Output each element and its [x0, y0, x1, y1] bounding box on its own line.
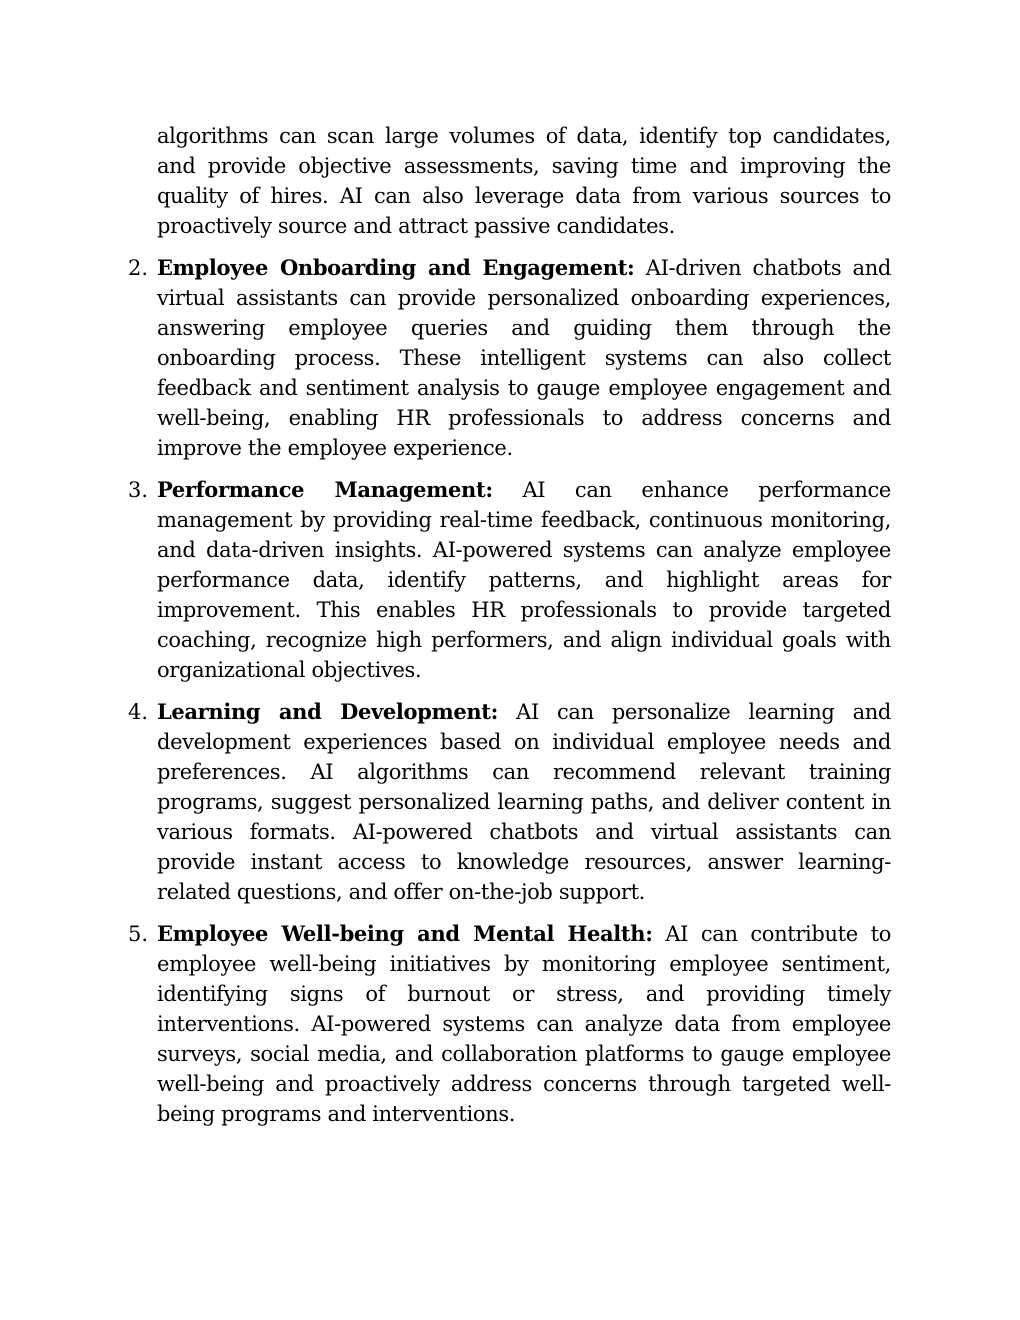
list-item-paragraph	[157, 475, 891, 685]
list-item	[128, 253, 891, 463]
list-item-text: AI can contribute to employee well-being initiatives by monitoring employee sentiment, identifying signs of burnout or stress, and providing timely interventions. AI-powered systems can analyze data from employee surveys, social media, and collaboration platforms to gauge employee well-being and proactively address concerns through targeted well-being programs and interventions.	[157, 922, 891, 1126]
list-item	[128, 919, 891, 1129]
list-item-title: Employee Onboarding and Engagement:	[157, 255, 635, 280]
list-item-paragraph	[157, 253, 891, 463]
list-item	[128, 697, 892, 907]
list-item-paragraph	[157, 697, 891, 907]
list-item-text: AI can personalize learning and development experiences based on individual employee needs and preferences. AI algorithms can recommend relevant training programs, suggest personalized learning paths, and deliver content in various formats. AI-powered chatbots and virtual assistants can provide instant access to knowledge resources, answer learning-related questions, and offer on-the-job support.	[157, 700, 892, 904]
list-item-number: 2.	[128, 256, 149, 280]
list-item-paragraph	[157, 919, 891, 1129]
list-item-text: AI can enhance performance management by providing real-time feedback, continuous monitoring, and data-driven insights. AI-powered systems can analyze employee performance data, identify patterns, and highlight areas for improvement. This enables HR professionals to provide targeted coaching, recognize high performers, and align individual goals with organizational objectives.	[157, 478, 891, 682]
list-item-title: Employee Well-being and Mental Health:	[157, 921, 653, 946]
numbered-list	[128, 253, 892, 1129]
list-item-title: Learning and Development:	[157, 699, 499, 724]
list-item-number: 3.	[128, 478, 149, 502]
list-item-title: Performance Management:	[157, 477, 493, 502]
list-item-text: AI-driven chatbots and virtual assistants can provide personalized onboarding experiences, answering employee queries and guiding them through the onboarding process. These intelligent systems can also collect feedback and sentiment analysis to gauge employee engagement and well-being, enabling HR professionals to address concerns and improve the employee experience.	[157, 256, 891, 460]
list-item-number: 4.	[128, 700, 149, 724]
list-item-number: 5.	[128, 922, 149, 946]
list-item	[128, 475, 891, 685]
continuation-paragraph: algorithms can scan large volumes of data, identify top candidates, and provide objective assessments, saving time and improving the quality of hires. AI can also leverage data from various sources to proactively source and attract passive candidates.	[157, 124, 891, 238]
page-content	[128, 121, 892, 1129]
